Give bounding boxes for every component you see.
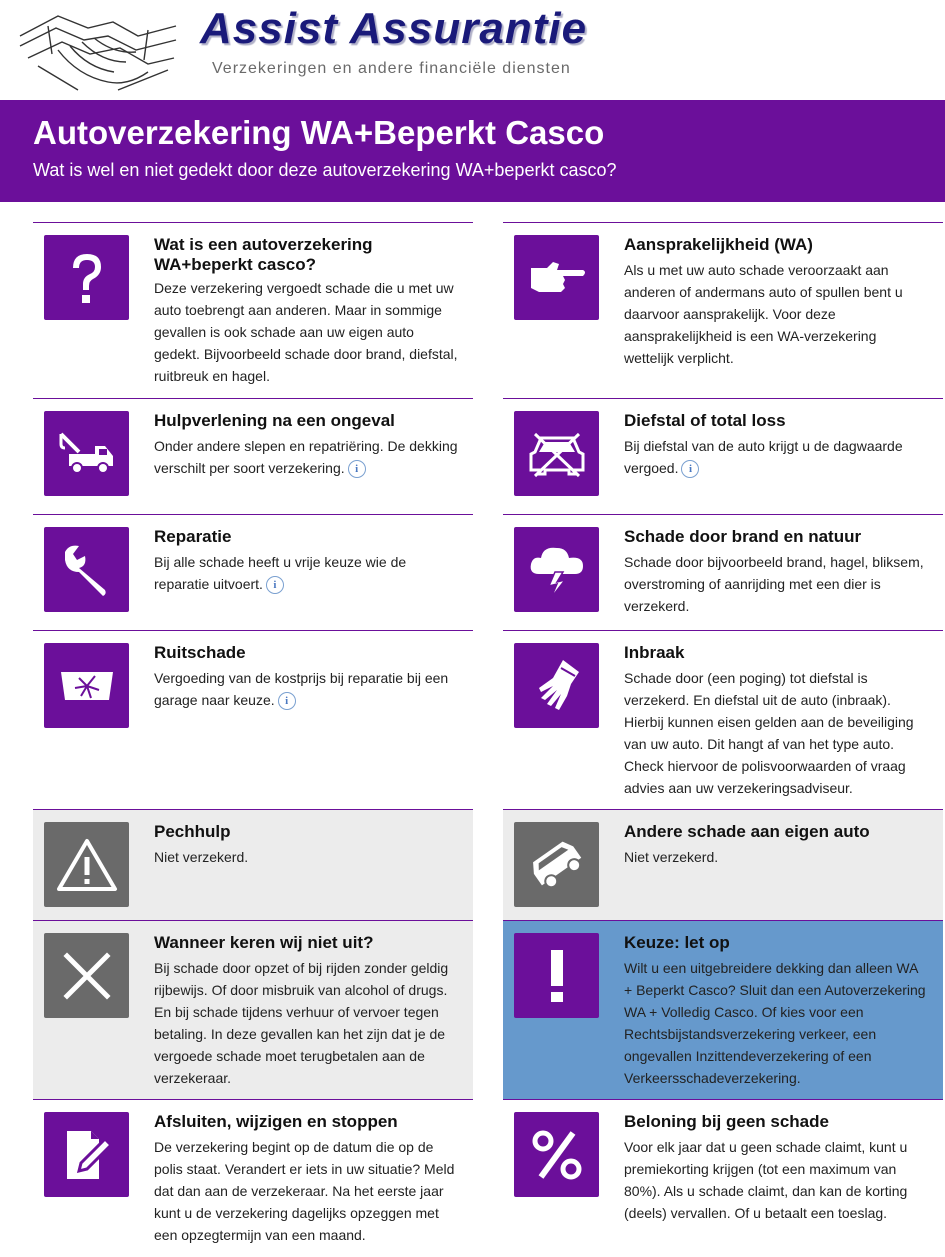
card-title: Hulpverlening na een ongeval xyxy=(154,411,395,430)
title-banner xyxy=(0,100,945,202)
card-title: Keuze: let op xyxy=(624,933,730,952)
card-body xyxy=(624,435,929,479)
card-wat-is xyxy=(33,222,473,399)
wrench-icon xyxy=(55,538,119,602)
card-body: Wilt u een uitgebreidere dekking dan alleen WA + Beperkt Casco? Sluit dan een Autoverzekering WA + Volledig Casco. Of kies voor een Rechtsbijstandsverzekering verkeer, een ongevallen Inzittendeverzekering of een Verkeersschadeverzekering. xyxy=(624,960,926,1086)
card-title: Beloning bij geen schade xyxy=(624,1112,829,1131)
card-title: Pechhulp xyxy=(154,822,231,841)
cracked-windshield-icon-box xyxy=(44,643,129,728)
card-body: Niet verzekerd. xyxy=(624,849,719,865)
card-body-text: Vergoeding van de kostprijs bij reparatie bij een garage naar keuze. xyxy=(154,670,449,708)
storm-cloud-icon xyxy=(525,538,589,602)
card-title: Schade door brand en natuur xyxy=(624,527,862,546)
page-subtitle: Wat is wel en niet gedekt door deze autoverzekering WA+beperkt casco? xyxy=(33,160,617,180)
card-body: Bij schade door opzet of bij rijden zonder geldig rijbewijs. Of door misbruik van alcohol of drugs. En bij schade tijdens verhuur of vervoer tegen betaling. In deze gevallen kan het zijn dat je de vergoede schade moet terugbetalen aan de verzekeraar. xyxy=(154,960,449,1086)
card-title: Aansprakelijkheid (WA) xyxy=(624,235,813,254)
cross-icon-box xyxy=(44,933,129,1018)
glove-hand-icon xyxy=(525,654,589,718)
pointing-hand-icon-box xyxy=(514,235,599,320)
card-ruitschade xyxy=(33,630,473,809)
card-body-text: Bij diefstal van de auto krijgt u de dagwaarde vergoed. xyxy=(624,438,903,476)
card-reparatie xyxy=(33,514,473,630)
exclamation-icon xyxy=(525,944,589,1008)
question-icon xyxy=(55,246,119,310)
card-body: Schade door bijvoorbeeld brand, hagel, bliksem, overstroming of aanrijding met een dier is verzekerd. xyxy=(624,554,924,614)
card-aansprakelijkheid xyxy=(503,222,943,399)
card-body xyxy=(154,667,459,711)
edit-document-icon xyxy=(55,1123,119,1187)
glove-hand-icon-box xyxy=(514,643,599,728)
percent-icon-box xyxy=(514,1112,599,1197)
card-andere xyxy=(503,809,943,920)
card-keuze xyxy=(503,920,943,1099)
brand-tagline: Verzekeringen en andere financiële diensten xyxy=(212,60,571,77)
page-title: Autoverzekering WA+Beperkt Casco xyxy=(33,114,605,151)
card-body: Schade door (een poging) tot diefstal is verzekerd. En diefstal uit de auto (inbraak). Hierbij kunnen eisen gelden aan de beveiliging van uw auto. Dit hangt af van het type auto. Check hiervoor de polisvoorwaarden of vraag advies aan uw verzekeringsadviseur. xyxy=(624,670,914,796)
card-title: Wanneer keren wij niet uit? xyxy=(154,933,374,952)
edit-document-icon-box xyxy=(44,1112,129,1197)
card-body xyxy=(154,435,459,479)
card-title: Reparatie xyxy=(154,527,232,546)
card-body: Voor elk jaar dat u geen schade claimt, kunt u premiekorting krijgen (tot een maximum van 80%). Als u schade claimt, dan kan de korting (deels) vervallen. Of u betaalt een toeslag. xyxy=(624,1139,908,1221)
card-title: Wat is een autoverzekering WA+beperkt casco? xyxy=(154,235,373,274)
card-title: Andere schade aan eigen auto xyxy=(624,822,870,841)
card-body-text: Bij alle schade heeft u vrije keuze wie de reparatie uitvoert. xyxy=(154,554,407,592)
card-body: Niet verzekerd. xyxy=(154,849,249,865)
card-body-text: Onder andere slepen en repatriëring. De dekking verschilt per soort verzekering. xyxy=(154,438,458,476)
card-body: Als u met uw auto schade veroorzaakt aan anderen of andermans auto of spullen bent u daarvoor aansprakelijk. Voor deze aansprakelijkheid is een WA-verzekering wettelijk verplicht. xyxy=(624,262,903,366)
storm-cloud-icon-box xyxy=(514,527,599,612)
card-hulpverlening xyxy=(33,398,473,514)
brand-name: Assist Assurantie xyxy=(200,4,588,53)
handshake-logo-icon xyxy=(18,6,178,94)
site-header xyxy=(0,0,945,100)
card-wanneer xyxy=(33,920,473,1099)
wrench-icon-box xyxy=(44,527,129,612)
card-diefstal xyxy=(503,398,943,514)
warning-triangle-icon-box xyxy=(44,822,129,907)
card-inbraak xyxy=(503,630,943,809)
warning-triangle-icon xyxy=(55,833,119,897)
info-icon[interactable]: i xyxy=(681,460,699,478)
info-icon[interactable]: i xyxy=(266,576,284,594)
card-body: De verzekering begint op de datum die op de polis staat. Verandert er iets in uw situatie? Meld dat dan aan de verzekeraar. Na het eerste jaar kunt u de verzekering dagelijks opzeggen met een opzegtermijn van een maand. xyxy=(154,1139,455,1243)
card-title: Inbraak xyxy=(624,643,685,662)
crashed-car-icon-box xyxy=(514,411,599,496)
info-icon[interactable]: i xyxy=(348,460,366,478)
pointing-hand-icon xyxy=(525,246,589,310)
overturned-car-icon-box xyxy=(514,822,599,907)
card-pechhulp xyxy=(33,809,473,920)
card-brand xyxy=(503,514,943,630)
exclamation-icon-box xyxy=(514,933,599,1018)
cracked-windshield-icon xyxy=(55,654,119,718)
tow-truck-icon-box xyxy=(44,411,129,496)
overturned-car-icon xyxy=(525,833,589,897)
cross-icon xyxy=(55,944,119,1008)
card-body: Deze verzekering vergoedt schade die u met uw auto toebrengt aan anderen. Maar in sommige gevallen is ook schade aan uw eigen auto gedekt. Bijvoorbeeld schade door brand, diefstal, ruitbreuk en hagel. xyxy=(154,280,458,384)
card-afsluiten xyxy=(33,1099,473,1257)
card-beloning xyxy=(503,1099,943,1257)
card-title: Ruitschade xyxy=(154,643,246,662)
card-title: Diefstal of total loss xyxy=(624,411,786,430)
card-title: Afsluiten, wijzigen en stoppen xyxy=(154,1112,398,1131)
percent-icon xyxy=(525,1123,589,1187)
card-body xyxy=(154,551,459,595)
question-icon-box xyxy=(44,235,129,320)
info-icon[interactable]: i xyxy=(278,692,296,710)
crashed-car-icon xyxy=(525,422,589,486)
tow-truck-icon xyxy=(55,422,119,486)
